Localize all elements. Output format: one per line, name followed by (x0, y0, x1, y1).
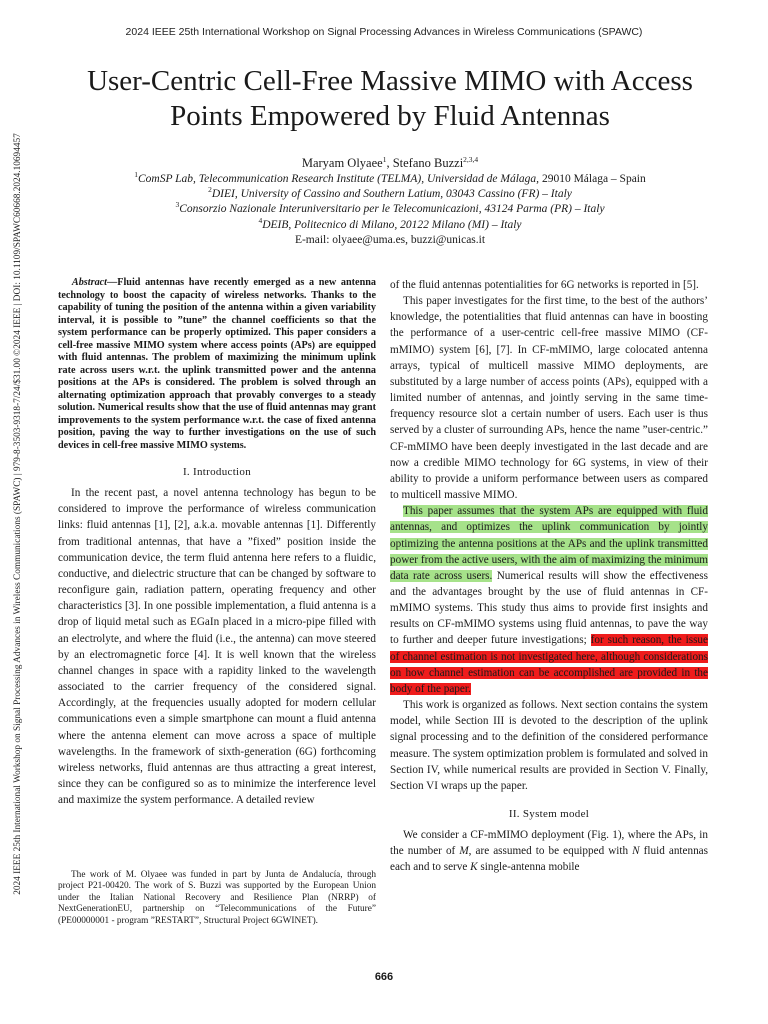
doi-sidebar-text: 2024 IEEE 25th International Workshop on Signal Processing Advances in Wireless Communications (SPAWC) | 979-8-3503-9318-7/24/$31.00 ©2024 IEEE | DOI: 10.1109/SPAWC60668.2024.10694457 (13, 133, 23, 895)
math-symbol: K (470, 861, 478, 874)
affiliation-line (40, 215, 740, 233)
left-column (58, 277, 376, 808)
abstract-text: —Fluid antennas have recently emerged as a new antenna technology to boost the capacity of wireless networks. Thanks to the capability of tuning the position of the antenna within a given variability interval, it is possible to ”tune” the channel coefficients so that the system performance can be properly optimized. This paper considers a cell-free massive MIMO system where access points (APs) are equipped with fluid antennas. The problem of maximizing the minimum uplink rate across users w.r.t. the uplink transmitted power and the antenna positions at the APs is considered. The problem is solved through an alternating optimization approach that provably converges to a steady solution. Numerical results show that the use of fluid antennas may grant improvements to the system performance w.r.t. the case of fixed antenna position, paving the way to further investigations on the use of such devices in cell-free massive MIMO systems. (58, 277, 376, 451)
system-model-text: , are assumed to be equipped with (468, 845, 633, 858)
affiliation-line (40, 187, 740, 202)
contribution-paragraph (390, 503, 708, 697)
red-highlight: for such reason, the issue of channel estimation is not investigated here, although considerations on how channel estimation can be accomplished are provided in the body of the paper. (390, 634, 708, 695)
system-model-text: single-antenna mobile (477, 861, 580, 874)
author-affil-sup: 2,3,4 (463, 154, 479, 164)
right-column (390, 277, 708, 876)
affil-sup: 2 (208, 185, 212, 195)
math-symbol: N (632, 845, 640, 858)
affil-text-upright: 29010 Málaga – Spain (539, 173, 646, 185)
author-name: Maryam Olyaee (301, 156, 383, 170)
abstract-label: Abstract (71, 277, 108, 288)
title-line-1: User-Centric Cell-Free Massive MIMO with Access (87, 65, 693, 97)
affil-sup: 1 (134, 170, 138, 180)
system-model-paragraph (390, 827, 708, 875)
author-name: Stefano Buzzi (392, 156, 464, 170)
author-list (40, 155, 740, 171)
affil-text: Consorzio Nazionale Interuniversitario per le Telecomunicazioni, 43124 Parma (PR) – Italy (179, 203, 605, 216)
affil-text: DEIB, Politecnico di Milano, 20122 Milano (MI) – Italy (262, 218, 522, 231)
title-line-2: Points Empowered by Fluid Antennas (170, 100, 610, 132)
author-separator: , (386, 156, 393, 170)
doi-sidebar (10, 84, 26, 944)
affil-sup: 3 (175, 200, 180, 210)
abstract (58, 277, 376, 452)
conference-header: 2024 IEEE 25th International Workshop on Signal Processing Advances in Wireless Communications (SPAWC) (125, 26, 643, 38)
page-number: 666 (374, 971, 394, 983)
affiliation-line (40, 172, 740, 187)
system-model-text: fluid antennas each and to serve (390, 845, 708, 874)
affil-text: ComSP Lab, Telecommunication Research Institute (TELMA), Universidad de Málaga, (137, 173, 540, 185)
cf-mmimo-paragraph: This paper investigates for the first time, to the best of the authors’ knowledge, the potentialities that fluid antennas can have in boosting the performance of a user-centric cell-free massive MIMO (CF-mMIMO) system [6], [7]. In CF-mMIMO, large colocated antenna arrays, typical of multicell massive MIMO deployments, are substituted by a large number of access points (APs), equipped with a limited number of antennas, and jointly serving in the same time-frequency resource slot a certain number of users. Each user is thus served by a cluster of surrounding APs, hence the name ”user-centric.” CF-mMIMO have been deeply investigated in the last decade and are now a credible MIMO technology for 6G systems, in view of their ability to provide a uniform performance between users as compared to multicell massive MIMO. (390, 295, 708, 502)
organization-paragraph: This work is organized as follows. Next section contains the system model, while Section III is devoted to the description of the uplink signal processing and to the definition of the considered performance measure. The system optimization problem is formulated and solved in Section IV, while numerical results are provided in Section V. Finally, Section VI wraps up the paper. (390, 699, 708, 792)
green-highlight: This paper assumes that the system APs are equipped with fluid antennas, and optimizes the uplink communication by jointly optimizing the antenna positions at the APs and the uplink transmitted power from the active users, with the aim of maximizing the minimum data rate across users. (390, 505, 708, 582)
contribution-text: Numerical results will show the effectiveness and the advantages brought by the use of fluid antennas in CF-mMIMO systems. This study thus aims to provide first insights and results on CF-mMIMO systems using fluid antennas, to pave the way to further and deeper future investigations; (390, 569, 708, 647)
funding-footnote: The work of M. Olyaee was funded in part by Junta de Andalucía, through project P21-00420. The work of S. Buzzi was supported by the European Union under the Italian National Recovery and Resilience Plan (NRRP) of NextGenerationEU, partnership on “Telecommunications of the Future” (PE00000001 - program ”RESTART”, Structural Project 6GWINET). (58, 870, 376, 926)
math-symbol: M (459, 845, 469, 858)
affiliation-line (40, 202, 740, 217)
review-continuation: of the fluid antennas potentialities for 6G networks is reported in [5]. (390, 279, 699, 291)
intro-paragraph: In the recent past, a novel antenna technology has begun to be considered to improve the performance of wireless communication links: fluid antennas [1], [2], a.k.a. movable antennas [1]. Differently from traditional antennas, that have a ”fixed” position inside the communication device, the term fluid antenna here refers to a fluidic, conductive, and dielectric structure that can be changed by software to reconfigure gain, radiation pattern, operating frequency and other characteristics [3]. In one possible implementation, a fluid antenna is a drop of liquid metal such as EGaIn placed in a micro-pipe filled with an electrolyte, and where the fluid (i.e., the antenna) can move steered by an electromagnetic force [4]. It is well known that the wireless channel changes in space with a rapidity linked to the wavelength associated to the carrier frequency of the considered signal. Accordingly, at the frequencies usually adopted for modern cellular communications even a simple smartphone can mount a fluid antenna where the antenna element can move across a space of multiple wavelengths. In the framework of sixth-generation (6G) forthcoming wireless networks, fluid antennas are thus attracting a great interest, since they can be configured so as to minimize the interference level and maximize the system performance. A detailed review (58, 487, 376, 807)
paper-title (40, 64, 740, 134)
affil-text: DIEI, University of Cassino and Southern Latium, 03043 Cassino (FR) – Italy (211, 188, 572, 201)
section-heading-introduction: I. Introduction (182, 466, 252, 478)
email-line: E-mail: olyaee@uma.es, buzzi@unicas.it (294, 233, 486, 246)
affil-sup: 4 (258, 215, 263, 225)
system-model-text: We consider a CF-mMIMO deployment (Fig. 1), where the APs, in the number of (390, 829, 708, 858)
section-heading-system-model: II. System model (508, 808, 590, 820)
author-affil-sup: 1 (382, 154, 387, 164)
affiliations (40, 172, 740, 248)
